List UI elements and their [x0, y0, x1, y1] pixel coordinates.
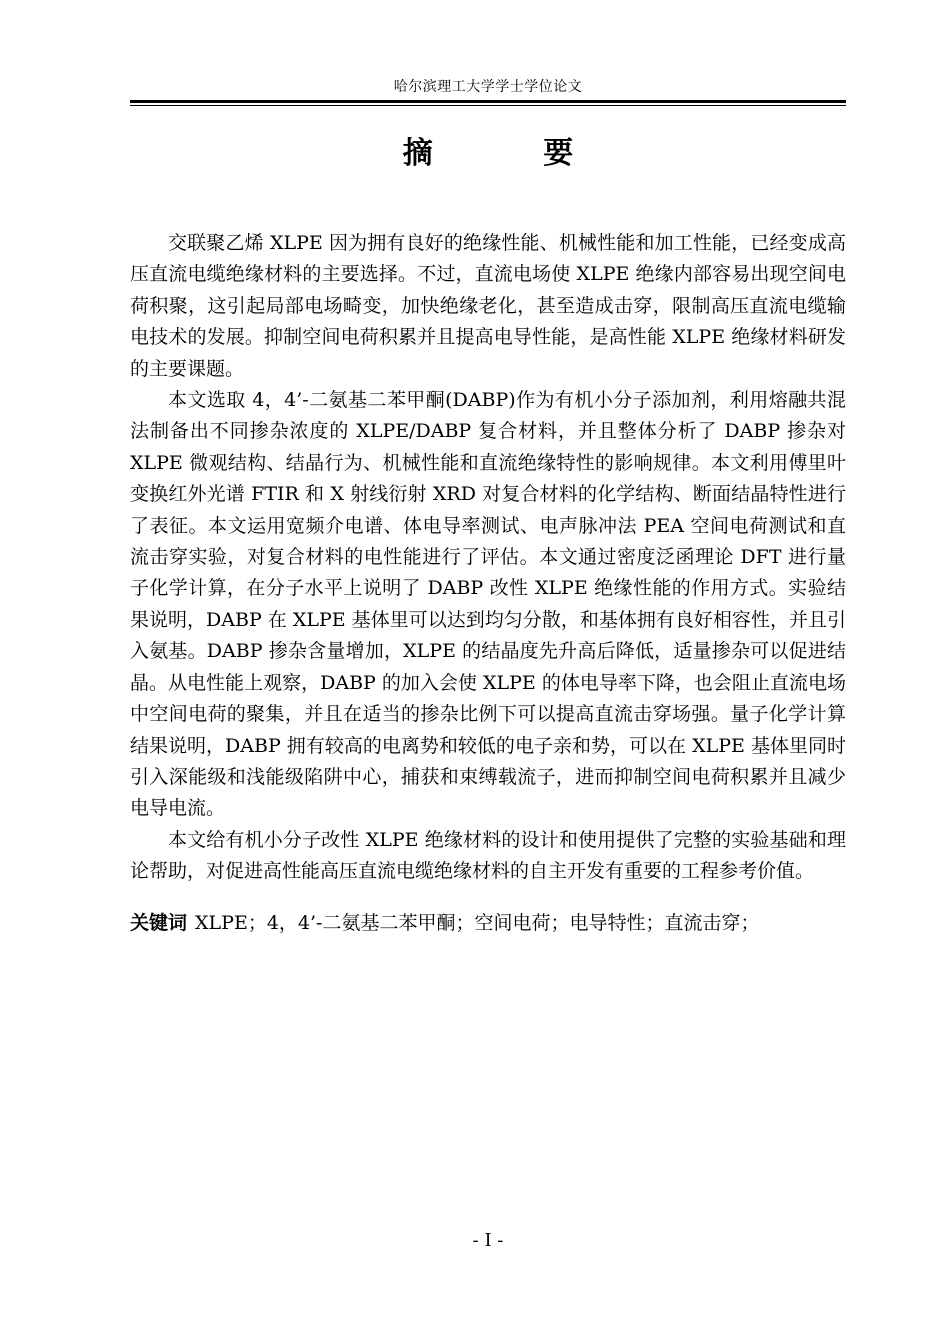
keywords-list: XLPE；4，4’-二氨基二苯甲酮；空间电荷；电导特性；直流击穿；	[195, 912, 760, 934]
abstract-title: 摘 要	[402, 136, 624, 171]
abstract-paragraph-2: 本文选取 4，4’-二氨基二苯甲酮(DABP)作为有机小分子添加剂，利用熔融共混法制备出不同掺杂浓度的 XLPE/DABP 复合材料，并且整体分析了 DABP 掺杂对 XLPE 微观结构、结晶行为、机械性能和直流绝缘特性的影响规律。本文利用傅里叶变换红外光谱 FTIR 和 X 射线衍射 XRD 对复合材料的化学结构、断面结晶特性进行了表征。本文运用宽频介电谱、体电导率测试、电声脉冲法 PEA 空间电荷测试和直流击穿实验，对复合材料的电性能进行了评估。本文通过密度泛函理论 DFT 进行量子化学计算，在分子水平上说明了 DABP 改性 XLPE 绝缘性能的作用方式。实验结果说明，DABP 在 XLPE 基体里可以达到均匀分散，和基体拥有良好相容性，并且引入氨基。DABP 掺杂含量增加，XLPE 的结晶度先升高后降低，适量掺杂可以促进结晶。从电性能上观察，DABP 的加入会使 XLPE 的体电导率下降，也会阻止直流电场中空间电荷的聚集，并且在适当的掺杂比例下可以提高直流击穿场强。量子化学计算结果说明，DABP 拥有较高的电离势和较低的电子亲和势，可以在 XLPE 基体里同时引入深能级和浅能级陷阱中心，捕获和束缚载流子，进而抑制空间电荷积累并且减少电导电流。	[130, 389, 846, 820]
header-rule-thick	[130, 100, 846, 103]
page-number: - I -	[472, 1230, 504, 1251]
keywords-label: 关键词	[130, 912, 188, 934]
running-header: 哈尔滨理工大学学士学位论文	[393, 79, 583, 95]
header-rule-thin	[130, 105, 846, 106]
keywords-line	[130, 908, 846, 939]
abstract-paragraph-1: 交联聚乙烯 XLPE 因为拥有良好的绝缘性能、机械性能和加工性能，已经变成高压直流电缆绝缘材料的主要选择。不过，直流电场使 XLPE 绝缘内部容易出现空间电荷积聚，这引起局部电场畸变，加快绝缘老化，甚至造成击穿，限制高压直流电缆输电技术的发展。抑制空间电荷积累并且提高电导性能，是高性能 XLPE 绝缘材料研发的主要课题。	[130, 232, 846, 380]
abstract-body	[130, 228, 846, 888]
abstract-paragraph-3: 本文给有机小分子改性 XLPE 绝缘材料的设计和使用提供了完整的实验基础和理论帮助，对促进高性能高压直流电缆绝缘材料的自主开发有重要的工程参考价值。	[130, 828, 846, 883]
